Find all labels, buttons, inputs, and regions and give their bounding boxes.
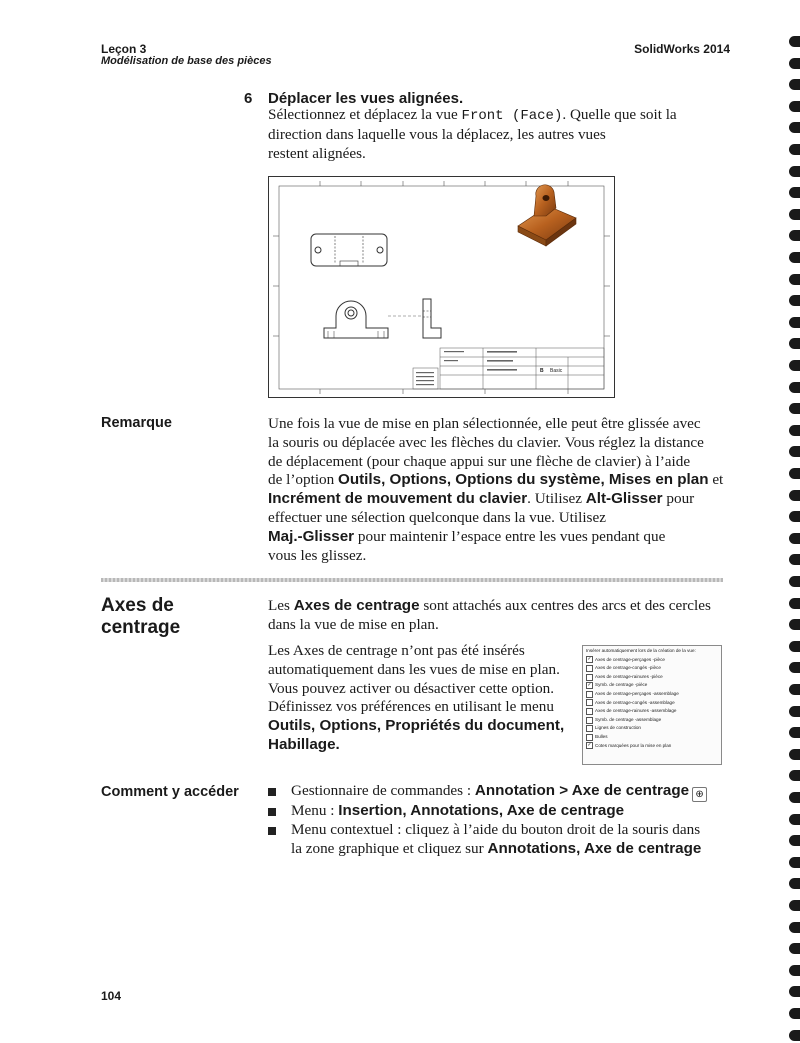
option-checkbox-row	[586, 733, 718, 742]
option-checkbox-row	[586, 664, 718, 673]
binding-ring	[789, 835, 800, 846]
binding-ring	[789, 662, 800, 673]
checkbox-icon	[586, 699, 593, 706]
binding-ring	[789, 986, 800, 997]
option-checkbox-row	[586, 673, 718, 682]
menu-path: Outils, Options, Propriétés du document,	[268, 717, 565, 735]
view-name: Front (Face)	[461, 108, 563, 124]
sheet-size-letter: B	[540, 368, 544, 374]
checkbox-icon	[586, 665, 593, 672]
option-checkbox-row	[586, 690, 718, 699]
list-item: Menu : Insertion, Annotations, Axe de centrage	[268, 802, 738, 821]
binding-ring	[789, 403, 800, 414]
step-line: Sélectionnez et déplacez la vue Front (Face). Quelle que soit la	[268, 106, 677, 124]
section-title: Axes de centrage	[101, 595, 181, 638]
binding-ring	[789, 295, 800, 306]
bullet-icon	[268, 808, 276, 816]
option-label: Axes de centrage-congés -assemblage	[595, 699, 675, 705]
option-label: Axes de centrage-congés -pièce	[595, 665, 661, 671]
options-header: Insérer automatiquement lors de la création de la vue:	[586, 648, 696, 653]
binding-ring	[789, 425, 800, 436]
binding-ring	[789, 965, 800, 976]
checkbox-icon	[586, 691, 593, 698]
page-number: 104	[101, 989, 122, 1003]
binding-ring	[789, 684, 800, 695]
binding-ring	[789, 274, 800, 285]
option-label: Symb. de centrage -pièce	[595, 682, 648, 688]
step-description	[268, 106, 718, 163]
drawing-sheet-illustration	[268, 176, 615, 398]
lesson-subtitle: Modélisation de base des pièces	[101, 55, 272, 67]
binding-ring	[789, 468, 800, 479]
binding-ring	[789, 943, 800, 954]
binding-ring	[789, 252, 800, 263]
binding-ring	[789, 36, 800, 47]
binding-ring	[789, 317, 800, 328]
remark-text: Une fois la vue de mise en plan sélectionnée, elle peut être glissée avec la souris ou déplacée avec les flèches du clavier. Vous réglez la distance de déplacement (pour chaque appui sur une flèche de clavier) à l’aide de l’option Outils, Options, Options du système, Mises en plan et Incrément de mouvement du clavier. Utilisez Alt-Glisser pour effectuer une sélection quelconque dans la vue. Utilisez Maj.-Glisser pour maintenir l’espace entre les vues pendant que vous les glissez.	[268, 415, 724, 564]
binding-ring	[789, 338, 800, 349]
options-screenshot	[582, 645, 722, 765]
binding-ring	[789, 490, 800, 501]
shortcut: Alt-Glisser	[585, 490, 663, 508]
binding-ring	[789, 79, 800, 90]
option-label: Axes de centrage-rainures -pièce	[595, 673, 663, 679]
binding-ring	[789, 857, 800, 868]
binding-ring	[789, 511, 800, 522]
checkbox-icon: ✓	[587, 682, 592, 689]
shortcut: Maj.-Glisser	[268, 527, 355, 545]
checkbox-icon	[586, 734, 593, 741]
menu-path: Habillage.	[268, 735, 340, 753]
term: Axes de centrage	[293, 597, 420, 614]
list-item: Gestionnaire de commandes : Annotation > Axe de centrage ⊕	[268, 782, 738, 802]
binding-ring	[789, 1008, 800, 1019]
option-label: Axes de centrage-perçages -pièce	[595, 656, 665, 662]
product-name: SolidWorks 2014	[634, 42, 730, 56]
binding-ring	[789, 641, 800, 652]
option-checkbox-row	[586, 681, 718, 690]
step-title: Déplacer les vues alignées.	[268, 90, 464, 107]
bullet-icon	[268, 788, 276, 796]
binding-ring	[789, 576, 800, 587]
option-checkbox-row	[586, 724, 718, 733]
bullet-icon	[268, 827, 276, 835]
step-line: direction dans laquelle vous la déplacez, les autres vues	[268, 125, 606, 143]
option-checkbox-row	[586, 699, 718, 708]
access-label: Comment y accéder	[101, 784, 239, 800]
option-label: Cotes marquées pour la mise en plan	[595, 742, 672, 748]
step-number: 6	[244, 90, 253, 107]
option-label: Axes de centrage-rainures -assemblage	[595, 708, 677, 714]
checkbox-icon: ✓	[587, 742, 592, 749]
option-label: Bulles	[595, 733, 608, 739]
section-intro: Les Axes de centrage sont attachés aux centres des arcs et des cercles dans la vue de mise en plan.	[268, 597, 711, 633]
checkbox-icon	[586, 674, 593, 681]
binding-ring	[789, 382, 800, 393]
spiral-binding	[786, 0, 800, 1043]
binding-ring	[789, 122, 800, 133]
binding-ring	[789, 230, 800, 241]
step-line: restent alignées.	[268, 144, 366, 162]
binding-ring	[789, 554, 800, 565]
checkbox-icon: ✓	[587, 656, 592, 663]
option-name: Incrément de mouvement du clavier	[268, 490, 528, 508]
binding-ring	[789, 187, 800, 198]
binding-ring	[789, 166, 800, 177]
binding-ring	[789, 814, 800, 825]
menu-path: Outils, Options, Options du système, Mises en plan	[338, 471, 709, 489]
sheet-format-label: Basic	[550, 368, 563, 374]
binding-ring	[789, 706, 800, 717]
binding-ring	[789, 360, 800, 371]
section-paragraph: Les Axes de centrage n’ont pas été insérés automatiquement dans les vues de mise en plan. Vous pouvez activer ou désactiver cette option. Définissez vos préférences en utilisant le menu Outils, Options, Propriétés du document, Habillage.	[268, 642, 568, 755]
checkbox-icon	[586, 725, 593, 732]
list-item: Menu contextuel : cliquez à l’aide du bouton droit de la souris dans la zone graphique et cliquez sur Annotations, Axe de centrage	[268, 821, 738, 859]
lesson-number: Leçon 3	[101, 42, 147, 56]
option-checkbox-row	[586, 707, 718, 716]
binding-ring	[789, 878, 800, 889]
binding-ring	[789, 619, 800, 630]
access-list	[268, 782, 738, 858]
binding-ring	[789, 749, 800, 760]
binding-ring	[789, 598, 800, 609]
remark-label: Remarque	[101, 415, 172, 431]
binding-ring	[789, 770, 800, 781]
binding-ring	[789, 209, 800, 220]
option-checkbox-row	[586, 716, 718, 725]
binding-ring	[789, 101, 800, 112]
binding-ring	[789, 446, 800, 457]
binding-ring	[789, 792, 800, 803]
option-label: Symb. de centrage -assemblage	[595, 716, 662, 722]
binding-ring	[789, 922, 800, 933]
binding-ring	[789, 533, 800, 544]
option-checkbox-row	[586, 656, 718, 665]
binding-ring	[789, 144, 800, 155]
checkbox-icon	[586, 717, 593, 724]
checkbox-icon	[586, 708, 593, 715]
binding-ring	[789, 727, 800, 738]
binding-ring	[789, 900, 800, 911]
center-line-icon: ⊕	[692, 787, 707, 802]
option-label: Axes de centrage-perçages -assemblage	[595, 690, 679, 696]
option-label: Lignes de construction	[595, 725, 641, 731]
binding-ring	[789, 1030, 800, 1041]
binding-ring	[789, 58, 800, 69]
section-divider	[101, 578, 723, 582]
option-checkbox-row	[586, 742, 718, 751]
